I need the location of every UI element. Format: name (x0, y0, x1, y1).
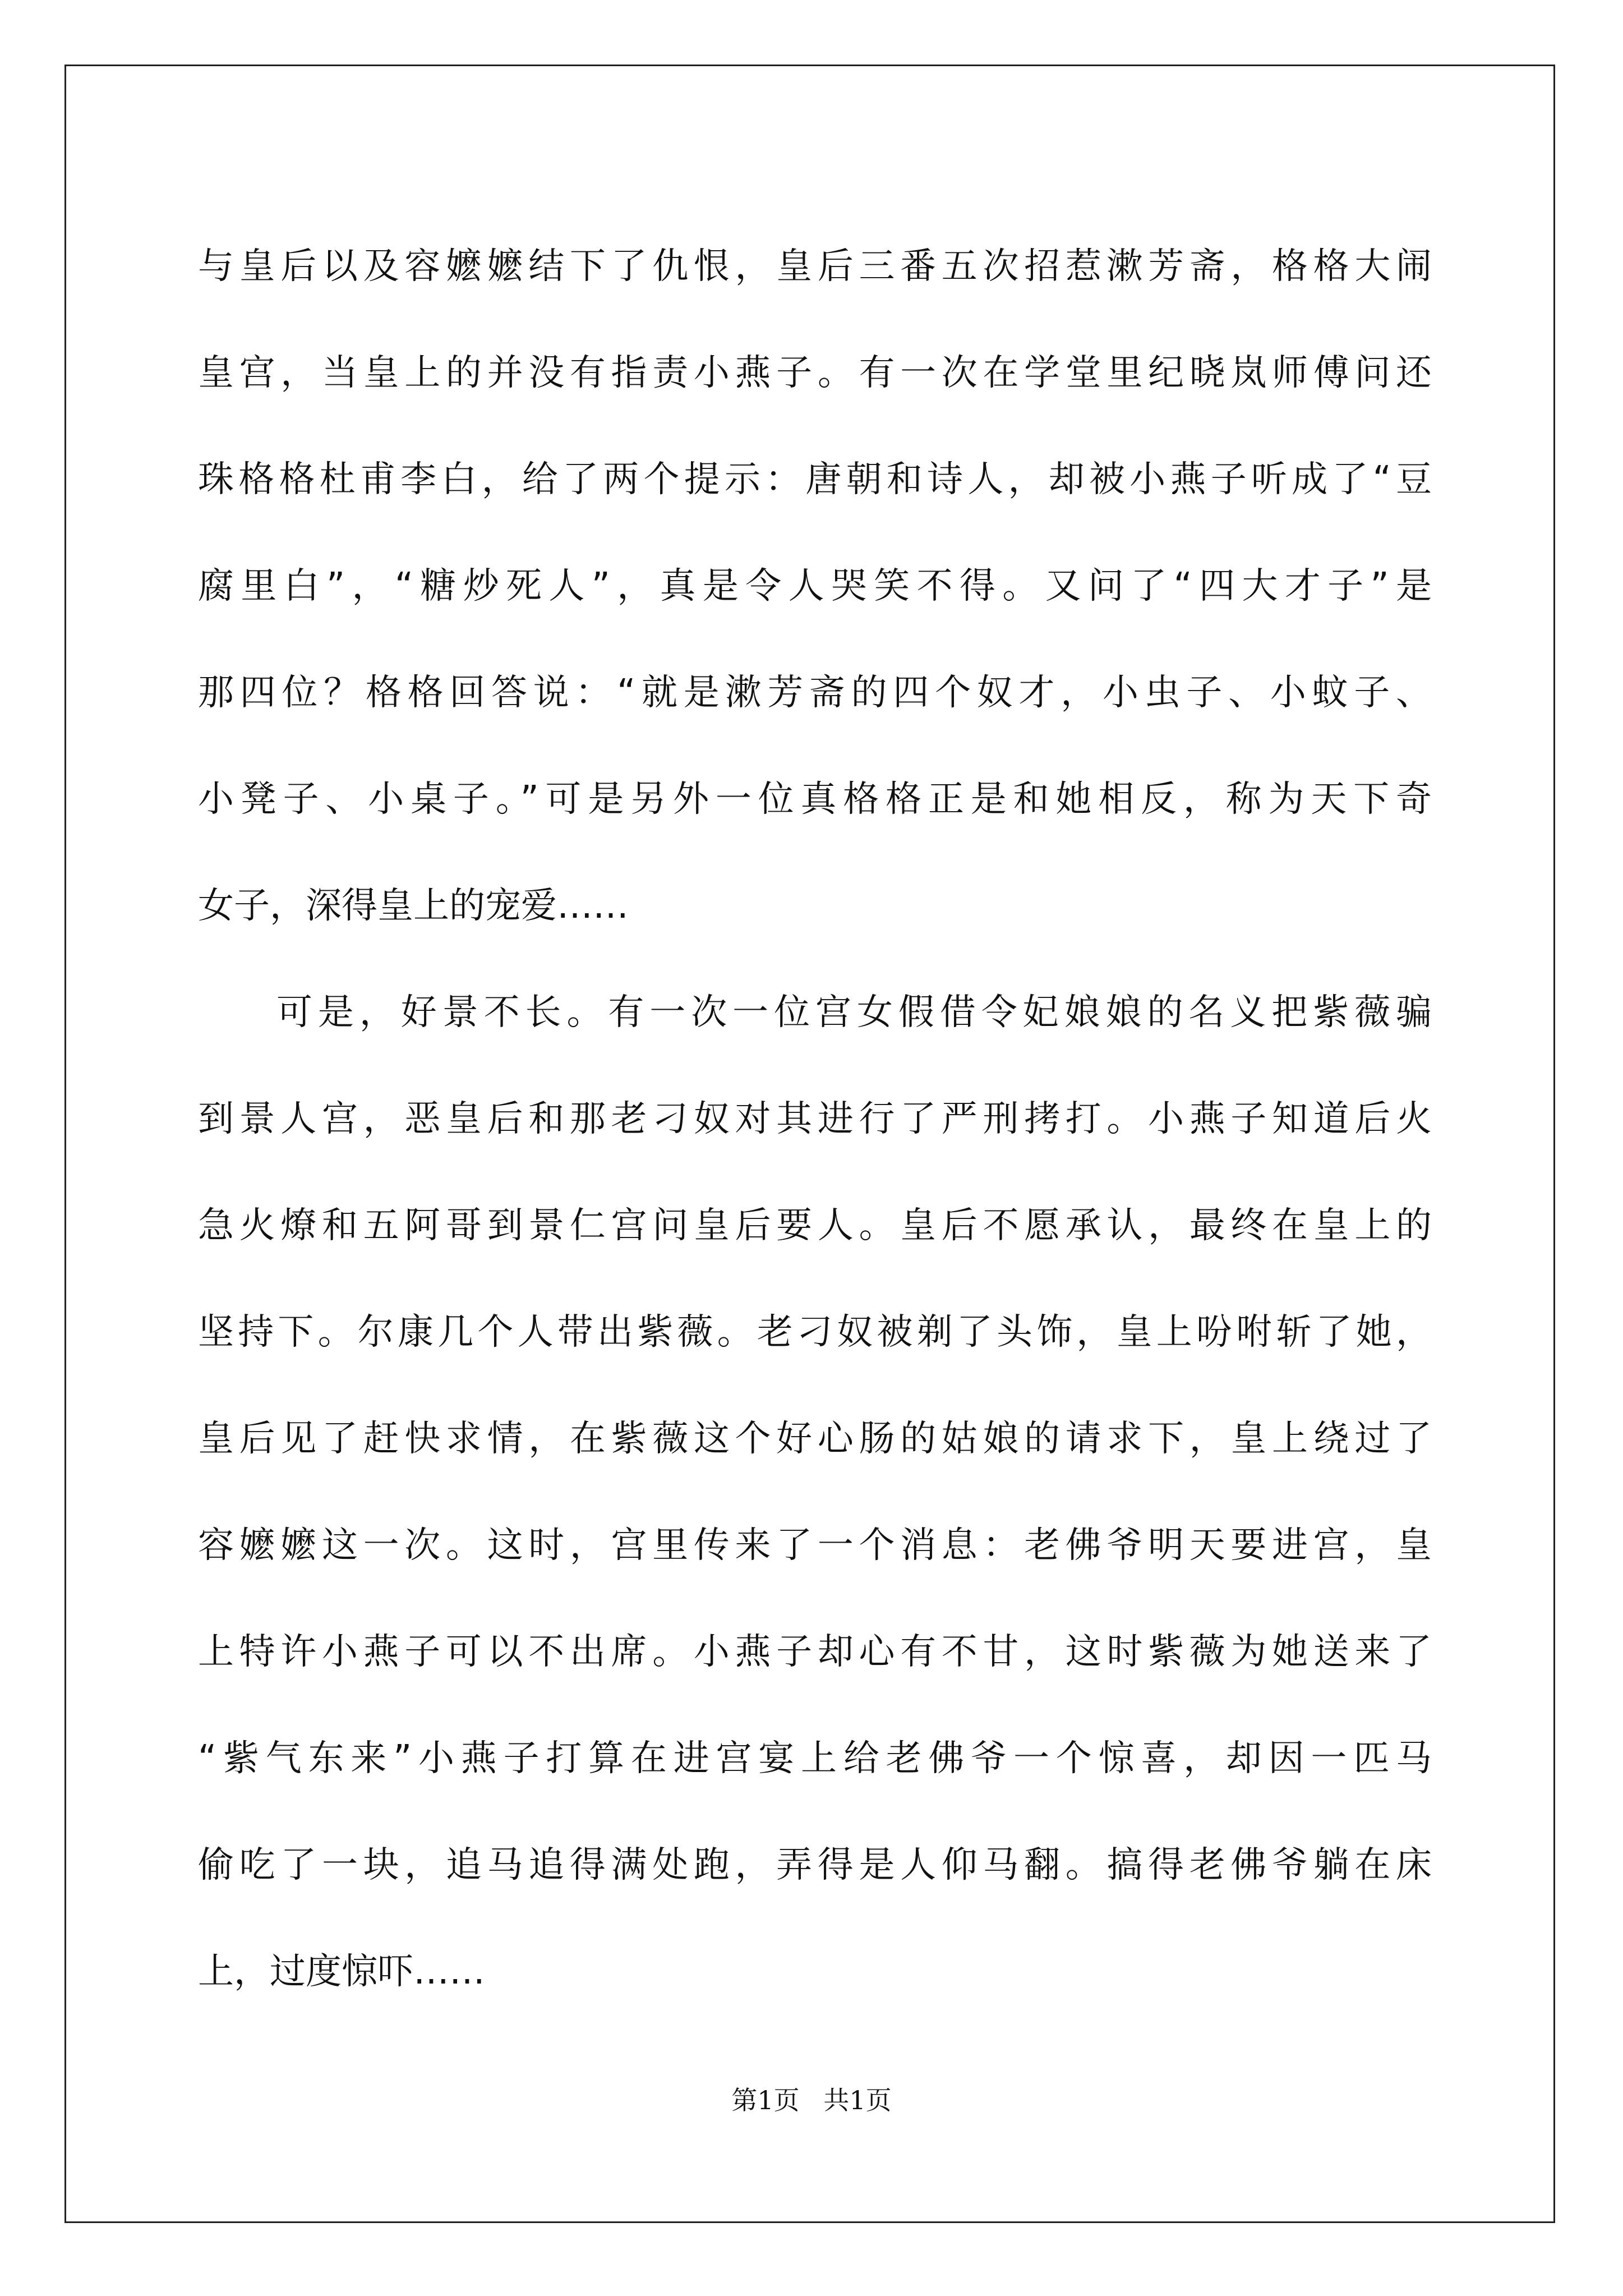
text-line: 皇后见了赶快求情，在紫薇这个好心肠的姑娘的请求下，皇上绕过了 (198, 1418, 1432, 1460)
document-body (198, 213, 1432, 2025)
paragraph-2 (198, 959, 1432, 2025)
page-footer (0, 2080, 1623, 2117)
text-line: 那四位？格格回答说：“就是漱芳斋的四个奴才，小虫子、小蚊子、 (198, 672, 1432, 714)
paragraph-1 (198, 213, 1432, 959)
text-line: 上，过度惊吓…… (198, 1951, 485, 1993)
text-line: 偷吃了一块，追马追得满处跑，弄得是人仰马翻。搞得老佛爷躺在床 (198, 1844, 1432, 1886)
text-line: 坚持下。尔康几个人带出紫薇。老刁奴被剃了头饰，皇上吩咐斩了她， (198, 1312, 1432, 1353)
text-line: 可是，好景不长。有一次一位宫女假借令妃娘娘的名义把紫薇骗 (276, 992, 1432, 1033)
page-total: 共1页 (823, 2085, 892, 2115)
text-line: 女子，深得皇上的宠爱…… (198, 885, 629, 927)
text-line: 腐里白”，“糖炒死人”，真是令人哭笑不得。又问了“四大才子”是 (198, 565, 1432, 607)
text-line: 与皇后以及容嬷嬷结下了仇恨，皇后三番五次招惹漱芳斋，格格大闹 (198, 246, 1432, 287)
text-line: 到景人宫，恶皇后和那老刁奴对其进行了严刑拷打。小燕子知道后火 (198, 1098, 1432, 1140)
text-line: “紫气东来”小燕子打算在进宫宴上给老佛爷一个惊喜，却因一匹马 (198, 1738, 1432, 1779)
text-line: 小凳子、小桌子。”可是另外一位真格格正是和她相反，称为天下奇 (198, 779, 1432, 820)
text-line: 容嬷嬷这一次。这时，宫里传来了一个消息：老佛爷明天要进宫，皇 (198, 1525, 1432, 1566)
text-line: 急火燎和五阿哥到景仁宫问皇后要人。皇后不愿承认，最终在皇上的 (198, 1205, 1432, 1246)
text-line: 珠格格杜甫李白，给了两个提示：唐朝和诗人，却被小燕子听成了“豆 (198, 459, 1432, 500)
text-line: 上特许小燕子可以不出席。小燕子却心有不甘，这时紫薇为她送来了 (198, 1631, 1432, 1673)
page-number: 第1页 (731, 2085, 800, 2115)
text-line: 皇宫，当皇上的并没有指责小燕子。有一次在学堂里纪晓岚师傅问还 (198, 352, 1432, 394)
